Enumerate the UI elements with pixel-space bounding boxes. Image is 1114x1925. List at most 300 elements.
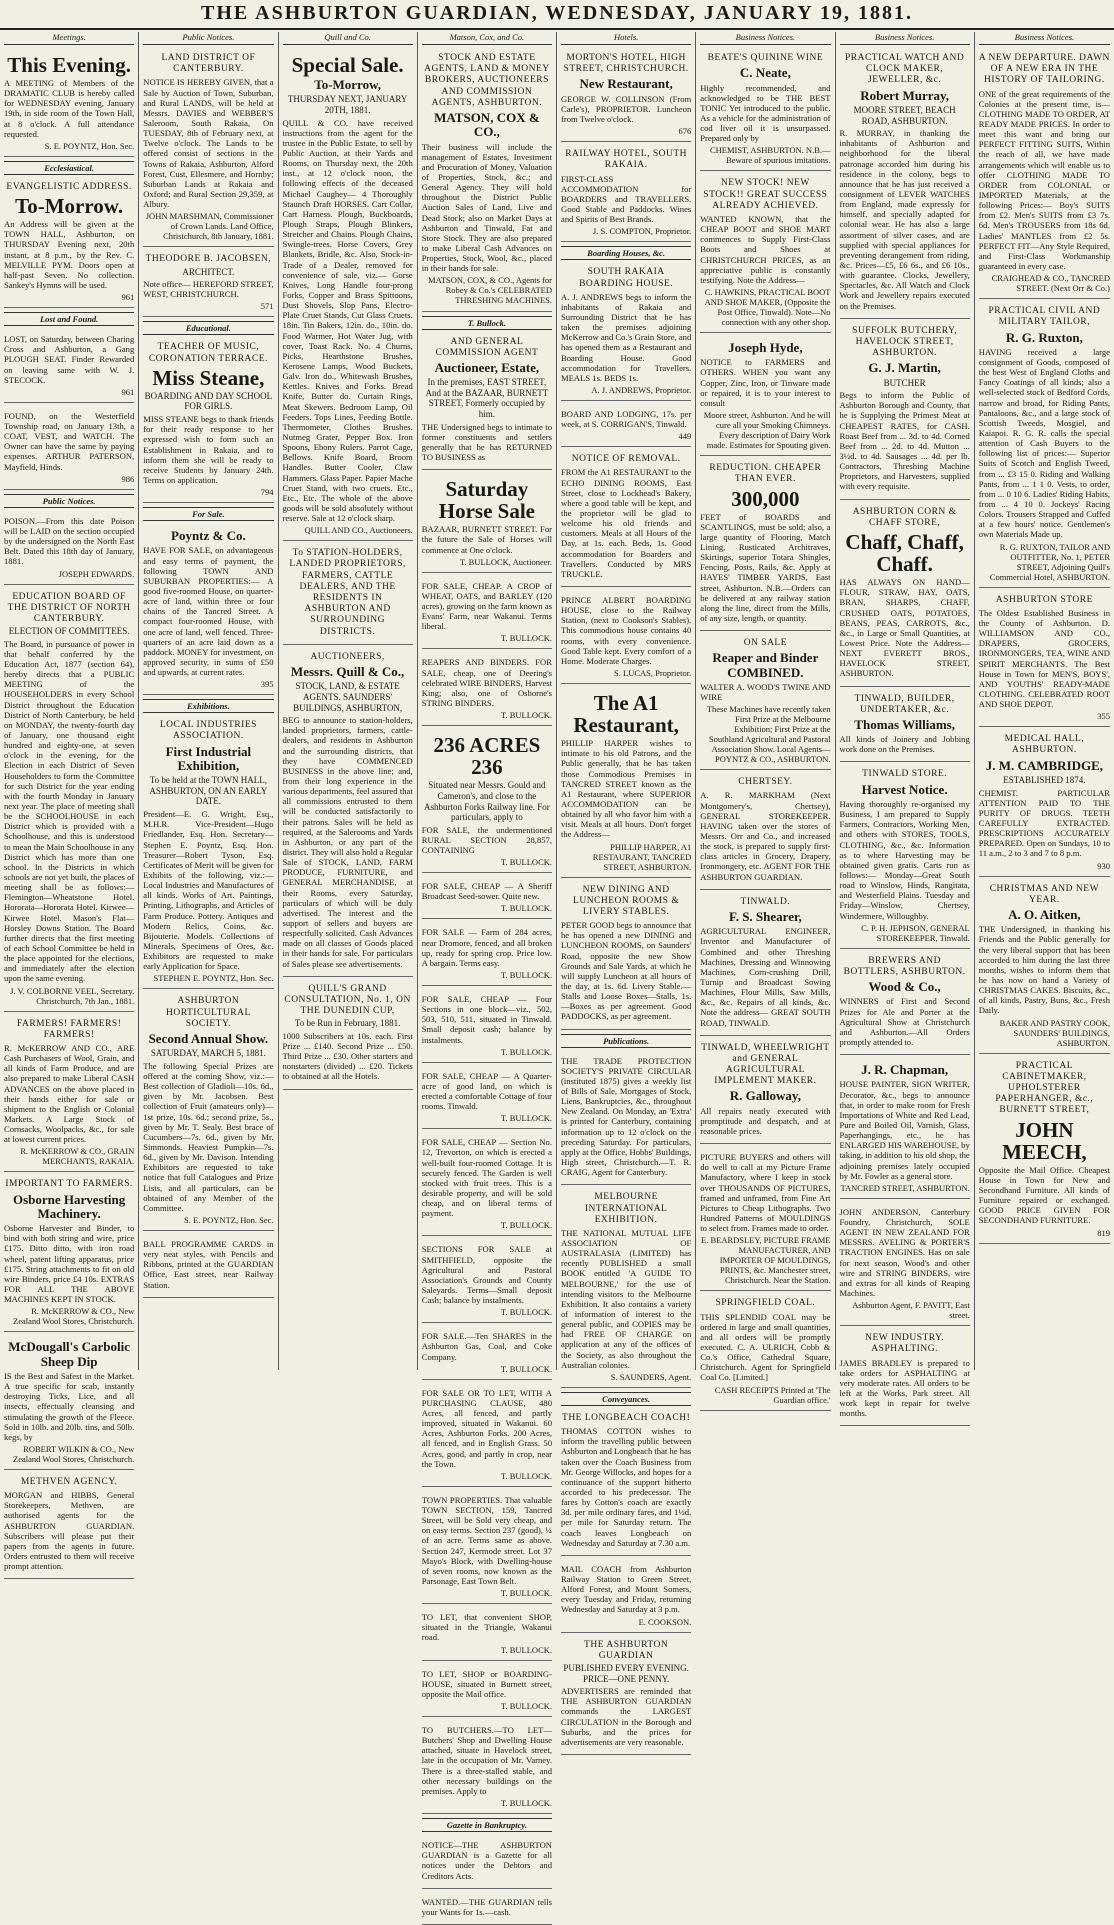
section-heading: Ecclesiastical. bbox=[4, 161, 134, 175]
ad-body-text: A. R. MARKHAM (Next Montgomery's, Chertsey), GENERAL STOREKEEPER. HAVING taken over the stores of Messrs. Orr and Co., and increased the stock, is prepared to supply first-class articles in Grocery, Drapery, Ironmongery, etc. AGENT FOR THE ASHBURTON GUARDIAN. bbox=[700, 790, 831, 882]
ad-caption: BEATE'S QUININE WINE bbox=[707, 53, 824, 64]
ad-signature: C. HAWKINS, PRACTICAL BOOT AND SHOE MAKER, (Opposite the Post Office, Tinwald). Note—No connection with any other shop. bbox=[704, 286, 831, 328]
ad-signature: TANCRED STREET, ASHBURTON. bbox=[840, 1182, 970, 1193]
ad-signature: J. S. COMPTON, Proprietor. bbox=[592, 226, 692, 237]
ad-display-title: This Evening. bbox=[7, 53, 131, 78]
ad-signature: T. BULLOCK, Auctioneer. bbox=[459, 556, 552, 567]
ad-headline: J. M. CAMBRIDGE, bbox=[985, 757, 1104, 773]
ad-signature: Moore street, Ashburton. And he will cure all your Smoking Chimneys. Every description of Dairy Work made. Estimates for Spouting given. bbox=[703, 410, 831, 451]
ad-signature: 794 bbox=[260, 487, 274, 498]
advertisement bbox=[700, 49, 830, 171]
advertisement bbox=[283, 49, 413, 541]
ad-caption: MELBOURNE INTERNATIONAL EXHIBITION. bbox=[584, 1192, 668, 1225]
ad-body-text: BOARD AND LODGING, 17s. per week, at S. CORRIGAN'S, Tinwald. bbox=[561, 408, 692, 430]
advertisement bbox=[422, 576, 552, 650]
ad-signature: T. BULLOCK. bbox=[500, 1046, 552, 1057]
ad-headline: A. O. Aitken, bbox=[1008, 906, 1081, 922]
ad-signature: T. BULLOCK. bbox=[500, 857, 552, 868]
ad-body-text: FROM the A1 RESTAURANT to the ECHO DINING ROOMS, East Street, close to Lockhead's Bakery, where a good table will be kept, and the proprietor will be glad to welcome his old friends and customers. Meals at all Hours of the Day, at 1s. each. Beds, 1s. Good accommodation for Boarders and Travellers. Conducted by MRS TRUCKLE. bbox=[561, 467, 692, 579]
ad-signature: 449 bbox=[678, 431, 692, 442]
ad-display-title: Saturday Horse Sale bbox=[438, 477, 535, 524]
ad-body-text: BAZAAR, BURNETT STREET. For the future the Sale of Horses will commence at One o'clock. bbox=[421, 524, 552, 555]
ad-body-text: MISS STEANE begs to thank friends for their ready response to her expressed wish to form such an Establishment in Rakaia, and to inform them she will be ready to receive Students by January 24th. Terms on application. bbox=[143, 414, 274, 485]
ad-signature: R. G. RUXTON, TAILOR AND OUTFITTER, No. 1, PETER STREET, Adjoining Quill's Commercial Hotel, ASHBURTON. bbox=[989, 541, 1110, 582]
advertisement bbox=[979, 49, 1110, 299]
ad-signature: A. J. ANDREWS, Proprietor. bbox=[591, 384, 692, 395]
ad-caption: PRACTICAL CIVIL AND MILITARY TAILOR, bbox=[988, 306, 1101, 328]
advertisement bbox=[840, 765, 970, 948]
ad-caption: ASHBURTON HORTICULTURAL SOCIETY. bbox=[166, 996, 251, 1029]
ad-subheading: SATURDAY, MARCH 5, 1881. bbox=[150, 1048, 266, 1059]
column-7 bbox=[836, 32, 975, 1419]
ad-signature: S. SAUNDERS, Agent. bbox=[610, 1371, 692, 1382]
ad-signature: T. BULLOCK. bbox=[500, 1701, 552, 1712]
ad-signature: T. BULLOCK. bbox=[500, 1798, 552, 1809]
ad-body-text: THIS SPLENDID COAL may be ordered in large and small quantities, and all orders will be promptly executed. C. A. ULRICH, Cobb & Co.'s Office, Cathedral Square, Christchurch. Agent for Springfield Coal Co. [Limited.] bbox=[700, 1311, 831, 1383]
ad-signature: T. BULLOCK. bbox=[500, 1470, 552, 1481]
ad-body-text: WINNERS of First and Second Prizes for Ale and Porter at the Agricultural Show at Christchurch and Ashburton.—All Orders promptly attended to. bbox=[839, 996, 970, 1047]
advertisement bbox=[561, 1188, 691, 1388]
ad-body-text: MAIL COACH from Ashburton Railway Station to Green Street, Alford Forest, and Mount Somers, every Tuesday and Friday, returning Wednesday and Saturday at 3 p.m. bbox=[561, 1563, 692, 1615]
advertisement bbox=[700, 459, 830, 631]
advertisement bbox=[4, 406, 134, 490]
ad-body-text: WANTED KNOWN, that the CHEAP BOOT and SHOE MART commences to Supply First-Class Boots and Shoes at CHRISTCHURCH PRICES, as an appreciative public is constantly testifying. Note the Address— bbox=[700, 214, 831, 285]
ad-caption: CHERTSEY. bbox=[738, 777, 793, 788]
ad-caption: TINWALD. bbox=[740, 896, 791, 907]
ad-signature: J. V. COLBORNE VEEL, Secretary. Christchurch, 7th Jan., 1881. bbox=[10, 985, 135, 1006]
advertisement bbox=[422, 49, 552, 311]
ad-body-text: NOTICE IS HEREBY GIVEN, that a Sale by Auction of Town, Suburban, and Rural LANDS, will be held at Messrs. DAVIES and WEBBER'S Saleroom, South Rakaia, On TUESDAY, 8th of February next, at Twelve o'clock. The Lands to be offered consist of sections in the Towns of Rakaia, Ashburton, Alford Forest, Cust, Ellesmere, and Hornby; Suburban Lands at Rakaia and Oxford; and Rural Section 29,359, at Albury. bbox=[143, 77, 274, 210]
ad-headline: Messrs. Quill & Co., bbox=[290, 664, 405, 680]
advertisement bbox=[143, 716, 273, 989]
advertisement bbox=[840, 1058, 970, 1199]
ad-body-text: WANTED.—THE GUARDIAN tells your Wants for 1s.—cash. bbox=[421, 1896, 552, 1917]
advertisement bbox=[561, 263, 691, 401]
masthead bbox=[0, 0, 1114, 30]
ad-caption: SPRINGFIELD COAL. bbox=[715, 1298, 816, 1309]
advertisement bbox=[422, 333, 552, 471]
advertisement bbox=[422, 1326, 552, 1379]
ad-body-text: The Oldest Established Business in the County of Ashburton. D. WILLIAMSON AND CO., DRAPERS, GROCERS, IRONMONGERS, TEA, WINE AND SPIRIT MERCHANTS. The Best House in Town for MEN'S, BOYS', AND YOUTHS' READY-MADE CLOTHING. CELEBRATED ROOT AND SHOE DEPOT. bbox=[978, 607, 1110, 710]
ad-subheading: THURSDAY NEXT, JANUARY 20TH, 1881. bbox=[287, 94, 408, 115]
ad-signature: T. BULLOCK. bbox=[500, 903, 552, 914]
ad-signature: S. E. POYNTZ, Hon. Sec. bbox=[44, 140, 135, 151]
column-heading: Business Notices. bbox=[840, 32, 970, 45]
ad-caption: BREWERS AND BOTTLERS, ASHBURTON. bbox=[843, 955, 966, 977]
column-8 bbox=[975, 32, 1114, 1370]
advertisement bbox=[700, 1147, 830, 1291]
ad-subheading: ESTABLISHED 1874. bbox=[1003, 774, 1086, 785]
ad-caption: THE ASHBURTON GUARDIAN bbox=[584, 1639, 669, 1661]
ad-signature: 819 bbox=[1097, 1227, 1110, 1238]
ad-body-text: 1000 Subscribers at 10s. each. First Prize ... £140. Second Prize ... £50. Third Prize ... £30. Other starters and nonstarters (divided) ... £20. Tickets to obtained at all the Hotels. bbox=[282, 1030, 413, 1082]
advertisement bbox=[700, 336, 830, 456]
advertisement bbox=[561, 1559, 691, 1633]
ad-headline: Auctioneer, Estate, bbox=[434, 359, 540, 375]
ad-body-text: Their business will include the management of Estates, Investment and Procuration of Money, Valuation of Properties, Stock, &c.; and General Agency. They will hold throughout the District Public Auction Sales of Land, Live and Dead Stock; also on Market Days at Ashburton and Tinwald, Fat and Store Stock. They are also prepared to make Liberal Cash Advances on Properties, Stock, Wool, &c., placed in their hands for sale. bbox=[421, 141, 552, 274]
section-heading: Conveyances. bbox=[561, 1392, 691, 1406]
ad-subheading: To be Run in February, 1881. bbox=[294, 1018, 401, 1029]
ad-caption: TINWALD, WHEELWRIGHT and GENERAL AGRICULTURAL IMPLEMENT MAKER. bbox=[701, 1042, 830, 1087]
ad-display-title: JOHN MEECH, bbox=[1002, 1117, 1087, 1164]
ad-caption: THE LONGBEACH COACH! bbox=[562, 1412, 691, 1423]
ad-headline: Joseph Hyde, bbox=[728, 340, 803, 356]
advertisement bbox=[422, 1239, 552, 1323]
ad-body-text: FOR SALE.—Ten SHARES in the Ashburton Gas, Coal, and Coke Company. bbox=[421, 1331, 552, 1362]
advertisement bbox=[422, 989, 552, 1063]
ad-caption: EVANGELISTIC ADDRESS. bbox=[6, 181, 132, 192]
advertisement bbox=[561, 881, 691, 1030]
ad-display-title: 236 ACRES 236 bbox=[433, 733, 541, 780]
ad-body-text: PRINCE ALBERT BOARDING HOUSE, close to the Railway Station, (next to Cookson's Stables). This commodious house contains 40 rooms, with every convenience. Good Table kept. Every comfort of a Home. Moderate Charges. bbox=[561, 595, 692, 666]
ad-body-text: Highly recommended, and acknowledged to be THE BEST TONIC Yet introduced to the public. As a vehicle for the administration of cod liver oil it is unsurpassed. Prepared only by bbox=[700, 82, 831, 144]
advertisement bbox=[700, 634, 830, 770]
advertisement bbox=[561, 1636, 691, 1755]
ad-signature: 676 bbox=[678, 126, 692, 137]
ad-body-text: FOR SALE, CHEAP — A Quarter-acre of good land, on which is erected a comfortable Cottage of four rooms. Tinwald. bbox=[421, 1070, 552, 1112]
ad-body-text: FIRST-CLASS ACCOMMODATION for BOARDERS and TRAVELLERS. Good Stable and Paddocks. Wines and Spirits of Best Brands. bbox=[561, 173, 692, 225]
ad-signature: PHILLIP HARPER, A1 RESTAURANT, TANCRED STREET, ASHBURTON. bbox=[592, 841, 692, 872]
ad-caption: LAND DISTRICT OF CANTERBURY. bbox=[161, 53, 256, 75]
ad-headline: Wood & Co., bbox=[868, 979, 941, 995]
ad-signature: C. P. H. JEPHSON, GENERAL STOREKEEPER, Tinwald. bbox=[861, 922, 970, 943]
ad-signature: CRAIGHEAD & CO., TANCRED STREET. (Next Orr & Co.) bbox=[991, 273, 1110, 294]
ad-display-title: Miss Steane, bbox=[152, 365, 265, 390]
advertisement bbox=[422, 473, 552, 573]
ad-caption: PRACTICAL CABINETMAKER, UPHOLSTERER PAPERHANGER, &c., BURNETT STREET, bbox=[995, 1060, 1094, 1116]
ad-body-text: LOST, on Saturday, between Charing Cross and Ashburton, a Gang PLOUGH SEAT. Finder Rewarded on leaving same with W. J. STECOCK. bbox=[4, 334, 135, 385]
ad-signature: QUILL AND CO., Auctioneers. bbox=[304, 525, 413, 536]
ad-headline: McDougall's Carbolic Sheep Dip bbox=[8, 1339, 130, 1369]
ad-body-text: MORGAN and HIBBS, General Storekeepers, Methven, are authorised agents for the ASHBURTON GUARDIAN. Subscribers will please put their papers from the agents in future. Orders entrusted to them will receive prompt attention. bbox=[4, 1490, 135, 1572]
advertisement bbox=[840, 503, 970, 687]
ad-signature: CASH RECEIPTS Printed at 'The Guardian office.' bbox=[714, 1384, 831, 1405]
ad-headline: MATSON, COX & CO., bbox=[434, 110, 540, 140]
advertisement bbox=[561, 404, 691, 447]
ad-signature: T. BULLOCK. bbox=[500, 710, 552, 721]
advertisement bbox=[422, 1066, 552, 1130]
ad-signature: T. BULLOCK. bbox=[500, 970, 552, 981]
advertisement bbox=[4, 178, 134, 308]
ad-subheading: In the premises, EAST STREET, And at the BAZAAR, BURNETT STREET, Formerly occupied by him. bbox=[425, 377, 549, 420]
ad-subheading: To be held at the TOWN HALL, ASHBURTON, ON AN EARLY DATE. bbox=[149, 775, 268, 807]
advertisement bbox=[422, 1835, 552, 1889]
ad-signature: T. BULLOCK. bbox=[500, 1307, 552, 1318]
ad-headline: R. Galloway, bbox=[729, 1088, 801, 1104]
ad-body-text: Opposite the Mail Office. Cheapest House in Town for New and Secondhand Furniture. All kinds of Furniture repaired or exchanged. GOOD PRICE GIVEN FOR SECONDHAND FURNITURE. bbox=[978, 1164, 1110, 1226]
advertisement bbox=[4, 511, 134, 585]
advertisement bbox=[4, 49, 134, 157]
ad-signature: T. BULLOCK. bbox=[500, 1644, 552, 1655]
ad-body-text: FOR SALE, CHEAP — Section No. 12, Trevorton, on which is erected a well-built four-roomed Cottage. It is securely fenced. The Garden is well stocked with fruit trees. This is a desirable property, and will be sold cheap, and on liberal terms of payment. bbox=[421, 1137, 552, 1219]
ad-headline: First Industrial Exhibition, bbox=[165, 743, 252, 773]
ad-body-text: JOHN ANDERSON, Canterbury Foundry, Christchurch, SOLE AGENT IN NEW ZEALAND FOR MESSRS. AVELING & PORTER'S TRACTION ENGINES. Has on sale for next season, Wood's and other wire and STRING BINDERS, wire and extras for all kinds of Reaping Machines. bbox=[839, 1206, 970, 1298]
advertisement bbox=[422, 1490, 552, 1604]
ad-body-text: FOUND, on the Westerfield Township road, on January 13th, a COAT, VEST, and WATCH. The Owner can have the same by paying expenses. ARTHUR PATERSON, Mayfield, Hinds. bbox=[4, 410, 135, 472]
column-4 bbox=[418, 32, 557, 1917]
ad-body-text: CHEMIST. PARTICULAR ATTENTION PAID TO THE PURITY OF DRUGS. TEETH CAREFULLY EXTRACTED. PRESCRIPTIONS ACCURATELY PREPARED. Open on Sundays, 10 to 11 a.m., 2 to 3 and 7 to 8 p.m. bbox=[978, 787, 1110, 859]
ad-caption: To STATION-HOLDERS, LANDED PROPRIETORS, FARMERS, CATTLE DEALERS, AND THE RESIDENTS IN ASHBURTON AND SURROUNDING DISTRICTS. bbox=[289, 548, 406, 637]
ad-body-text: TO BUTCHERS.—TO LET—Butchers' Shop and Dwelling House attached, situate in Havelock street, late in the occupation of Mr. Varney. There is a three-stalled stable, and other necessary buildings on the premises. Apply to bbox=[421, 1725, 552, 1796]
ad-caption: RAILWAY HOTEL, SOUTH RAKAIA. bbox=[565, 149, 688, 171]
advertisement bbox=[143, 524, 273, 695]
ad-body-text: FOR SALE OR TO LET, WITH A PURCHASING CLAUSE, 480 Acres, all fenced, and partly improved, situated in Wakanui. 60 Acres, Ashburton Forks. 200 Acres, all fenced, and in English Grass. 50 Acres, good, and partly in crop, near the Town. bbox=[421, 1387, 552, 1469]
ad-body-text: THE Undersigned begs to intimate to former constituents and settlers generally that he has RETURNED TO BUSINESS as bbox=[421, 421, 552, 463]
ad-body-text: TO LET, that convenient SHOP, situated in the Triangle, Wakanui road. bbox=[421, 1612, 552, 1643]
ad-caption: FARMERS! FARMERS! FARMERS! bbox=[16, 1018, 122, 1040]
ad-body-text: THE TRADE PROTECTION SOCIETY'S PRIVATE CIRCULAR (instituted 1875) gives a weekly list of Bills of Sale, Mortgages of Stock, Liens, Bankruptcies, &c., throughout New Zealand. On Monday, an 'Extra' is printed for Canterbury, containing information up to 12 o'clock on the preceding Saturday. For particulars, apply at the Office, Hobbs' Buildings, High street, Christchurch.—T. R. CRAIG, Agent for Canterbury. bbox=[561, 1055, 692, 1178]
ad-display-title: The A1 Restaurant, bbox=[573, 691, 679, 738]
ad-body-text: THOMAS COTTON wishes to inform the travelling public between Ashburton and Longbeach that he has taken over the Coach Business from Mr. George Willocks, and hopes for a continuance of the support hitherto accorded to his predecessor. The fares by Cotton's coach are exactly 3d. per mile ordinary fares, and 1½d. per mile for Saturday return. The coach leaves Longbeach on Wednesday and Saturday at 7.30 a.m. bbox=[561, 1426, 692, 1548]
advertisement bbox=[4, 1335, 134, 1470]
advertisement bbox=[143, 992, 273, 1231]
ad-headline: C. Neate, bbox=[739, 65, 791, 81]
advertisement bbox=[840, 322, 970, 500]
ad-body-text: A. J. ANDREWS begs to inform the inhabitants of Rakaia and Surrounding District that he has taken the premises adjoining McKerrow and Co.'s Grain Store, and has opened them as a Restaurant and Boarding House. Good accommodation for Travellers. MEALS 1s. BEDS 1s. bbox=[561, 291, 692, 383]
advertisement bbox=[561, 49, 691, 142]
ad-display-title: Special Sale. bbox=[291, 53, 404, 78]
ad-body-text: The following Special Prizes are offered at the coming Show, viz.:— Best collection of Gladioli—10s. 6d., given by Mr. Jacobsen. Best collection of Fruit (amateurs only)—1st prize, 10s. 6d.; second prize, 5s., given by Mr. T. Sealy. Best brace of Cucumbers—7s. 6d., given by Mr. Simmonds. Heaviest Pumpkin—7s. 6d., given by Mr. Davison. Intending Exhibitors are requested to take notice that full Catalogues and Prize Lists, and all particulars, can be obtained of any Member of the Committee. bbox=[143, 1060, 274, 1213]
advertisement bbox=[700, 1039, 830, 1145]
ad-body-text: HAVE FOR SALE, on advantageous and easy terms of payment, the following TOWN AND SUBURBAN PROPERTIES:— A good five-roomed House, on quarter-acre of land, within three or four chains of the Tancred Street. A compact four-roomed House, with one acre of land, well fenced. Three-quarters of an acre laid down as a paddock. MONEY for investment, on approved security, in sums of £50 and upwards, at current rates. bbox=[143, 545, 274, 678]
ad-signature: JOHN MARSHMAN, Commissioner of Crown Lands. Land Office, Christchurch, 8th January, 1881. bbox=[145, 211, 274, 242]
ad-caption: AUCTIONEERS, bbox=[310, 651, 385, 662]
section-heading: Exhibitions. bbox=[143, 699, 273, 713]
advertisement bbox=[283, 544, 413, 645]
ad-signature: S. E. POYNTZ, Hon. Sec. bbox=[184, 1214, 274, 1225]
ad-signature: S. LUCAS, Proprietor. bbox=[614, 668, 692, 679]
ad-body-text: PICTURE BUYERS and others will do well to call at my Picture Frame Manufactory, where I keep in stock over THOUSANDS OF PICTURES, framed and unframed, from Fine Art Pictures to Cheap Lithographs. Two Hundred Patterns of MOULDINGS to select from. Frames made to order. bbox=[700, 1152, 831, 1234]
ad-subheading: ARCHITECT. bbox=[182, 266, 235, 277]
ad-caption: NEW DINING AND LUNCHEON ROOMS & LIVERY STABLES. bbox=[573, 884, 680, 917]
ad-subheading: BOARDING AND DAY SCHOOL FOR GIRLS. bbox=[144, 390, 273, 412]
column-heading: Public Notices. bbox=[143, 32, 273, 45]
ad-body-text: FOR SALE — Farm of 284 acres, near Dromore, fenced, and all broken up, ready for spring crop. Price low. A bargain. Terms easy. bbox=[421, 927, 552, 968]
ad-body-text: All repairs neatly executed with promptitude and despatch, and at reasonable prices. bbox=[700, 1105, 831, 1137]
ad-caption: TINWALD, BUILDER, UNDERTAKER, &c. bbox=[854, 693, 955, 715]
advertisement bbox=[700, 773, 830, 889]
ad-caption: NOTICE OF REMOVAL. bbox=[571, 454, 681, 465]
ad-signature: BAKER AND PASTRY COOK, SAUNDERS' BUILDINGS, ASHBURTON. bbox=[999, 1017, 1110, 1048]
ad-caption: THEODORE B. JACOBSEN, bbox=[145, 254, 272, 265]
column-1 bbox=[0, 32, 139, 1572]
ad-headline: Robert Murray, bbox=[860, 87, 950, 103]
ad-caption: ASHBURTON CORN & CHAFF STORE, bbox=[852, 506, 957, 528]
ad-body-text: AGRICULTURAL ENGINEER, Inventor and Manufacturer of Combined and other Threshing Machines, Dressing and Winnowing Machines, Corn-crushing Drill, Turnip and Broadcast Sowing Machines, Flour Mills, Saw Mills, &c., &c. Repairs of all kinds, &c. Note the address— GREAT SOUTH ROAD, TINWALD. bbox=[700, 926, 831, 1028]
advertisement bbox=[979, 730, 1110, 876]
ad-body-text: All kinds of Joinery and Jobbing work done on the Premises. bbox=[839, 734, 970, 755]
ad-body-text: FOR SALE, CHEAP — A Sheriff Broadcast Seed-sower. Quite new. bbox=[421, 881, 552, 902]
ad-body-text: THE Undersigned, in thanking his Friends and the Public generally for the very liberal support that has been accorded to him during the last three months, wishes to inform them that he has now on hand a Variety of CHRISTMAS CAKES. Biscuits, &c., of all kinds, Pastry, Buns, &c., Fresh Daily. bbox=[978, 924, 1110, 1016]
ad-caption: SOUTH RAKAIA BOARDING HOUSE. bbox=[579, 267, 674, 289]
section-heading: For Sale. bbox=[143, 507, 273, 521]
ad-body-text: Having thoroughly re-organised my Business, I am prepared to Supply Farmers, Contractors, Working Men, and others with STORES, TOOLS, CLOTHING, &c., &c. Information as to where Harvesting may be obtained given gratis. Carts run as follows:— Monday—Great South road to Winslow, Hinds, Rangitata, and Westerfield Plains. Tuesday and Friday—Winslow, Chertsey, Windermere, Willoughby. bbox=[839, 798, 970, 921]
advertisement bbox=[422, 922, 552, 986]
advertisement bbox=[561, 1409, 691, 1556]
advertisement bbox=[4, 588, 134, 1012]
advertisement bbox=[979, 591, 1110, 728]
ad-signature: T. BULLOCK. bbox=[500, 1588, 552, 1599]
advertisement bbox=[422, 652, 552, 726]
ad-body-text: HAS ALWAYS ON HAND— FLOUR, STRAW, HAY, OATS, BRAN, SHARPS, CHAFF, CRUSHED OATS, POTATOES, BEANS, PEAS, CARROTS, &c., &c., in Large or Small Quantities, at Lowest Price. Note the Address— NEXT EVERETT BROS., HAVELOCK STREET, ASHBURTON. bbox=[839, 577, 970, 679]
column-heading: Meetings. bbox=[4, 32, 134, 45]
ad-signature: T. BULLOCK. bbox=[500, 633, 552, 644]
ad-headline: Second Annual Show. bbox=[148, 1030, 269, 1046]
ad-body-text: BEG to announce to station-holders, landed proprietors, farmers, cattle-dealers, and residents in Ashburton and the surrounding districts, that they have COMMENCED BUSINESS in the above line; and, from their long experience in the various departments, feel assured that all commissions entrusted to them will be conducted satisfactorily to their patrons. Sales will be held as required, at the Salerooms and Yards in Ashburton, or any part of the district. They will also hold a Regular Sale of STOCK, LAND, FARM PRODUCE, FURNITURE, and GENERAL MERCHANDISE, at their Rooms, every Saturday, particulars of which will be duly advertised. The interest and the support of sellers and buyers are respectfully solicited. Cash Advances made on all classes of Goods placed in their hands for sale. For particulars of Sales please see advertisements. bbox=[282, 715, 413, 969]
ad-signature: T. BULLOCK. bbox=[500, 1363, 552, 1374]
ad-headline: Reaper and Binder COMBINED. bbox=[712, 650, 819, 680]
ad-caption: ON SALE bbox=[743, 638, 788, 649]
advertisement bbox=[840, 1202, 970, 1326]
column-heading: Quill and Co. bbox=[283, 32, 413, 45]
ad-body-text: FOR SALE, CHEAP. A CROP of WHEAT, OATS, and BARLEY (120 acres), growing on the farm known as Evans' Farm, near Wakanui. Terms liberal. bbox=[421, 580, 552, 632]
column-heading: Hotels. bbox=[561, 32, 691, 45]
advertisement bbox=[283, 648, 413, 977]
ad-caption: REDUCTION. CHEAPER THAN EVER. bbox=[709, 463, 822, 485]
ad-display-title: 300,000 bbox=[731, 486, 800, 511]
ad-display-title: Chaff, Chaff, Chaff. bbox=[845, 530, 964, 577]
ad-body-text: IS the Best and Safest in the Market. A true specific for scab, instantly destroying Ticks, Lice, and all insects, effectually cleansing and stimulating the growth of the Fleece. Sold in 10lb. and 20lb. tins, and 50lb. kegs, by bbox=[4, 1370, 135, 1442]
ad-caption: ASHBURTON STORE bbox=[995, 594, 1093, 605]
ad-body-text: TOWN PROPERTIES. That valuable TOWN SECTION, 159, Tancred Street, will be Sold very cheap, and on easy terms. Section 237 (good), ¼ of an acre. Terms same as above. Section 247, Kermode street. Lot 37 Mayo's Block, with Dwelling-house of seven rooms, now known as the Parsonage, East Town Belt. bbox=[421, 1494, 552, 1587]
ad-body-text: BALL PROGRAMME CARDS in very neat styles, with Pencils and Ribbons, printed at the GUARDIAN Office, East street, near Railway Station. bbox=[143, 1239, 274, 1290]
ad-caption: EDUCATION BOARD OF THE DISTRICT OF NORTH CANTERBURY. bbox=[7, 591, 131, 624]
advertisement bbox=[422, 876, 552, 919]
advertisement bbox=[561, 145, 691, 242]
ad-body-text: WALTER A. WOOD'S TWINE AND WIRE bbox=[700, 681, 831, 703]
advertisement bbox=[979, 302, 1110, 587]
advertisement bbox=[422, 1892, 552, 1925]
ad-headline: J. R. Chapman, bbox=[861, 1062, 949, 1078]
ad-caption: PRACTICAL WATCH AND CLOCK MAKER, JEWELLER, &c. bbox=[844, 53, 965, 86]
ad-body-text: ADVERTISERS are reminded that THE ASHBURTON GUARDIAN commands the LARGEST CIRCULATION in the Borough and Suburbs, and the prices for advertisements are very reasonable. bbox=[561, 1686, 692, 1747]
advertisement bbox=[422, 1720, 552, 1814]
ad-signature: JOSEPH EDWARDS. bbox=[58, 568, 135, 579]
advertisement bbox=[422, 729, 552, 873]
ad-display-title: To-Morrow. bbox=[15, 194, 124, 219]
ad-body-text: FOR SALE, the undermentioned RURAL SECTION 28,857, CONTAINING bbox=[421, 824, 552, 855]
column-heading: Matson, Cox, and Co. bbox=[422, 32, 552, 45]
ad-signature: T. BULLOCK. bbox=[500, 1220, 552, 1231]
ad-caption: IMPORTANT TO FARMERS. bbox=[5, 1179, 133, 1190]
ad-caption: LOCAL INDUSTRIES ASSOCIATION. bbox=[159, 720, 257, 742]
advertisement bbox=[840, 1329, 970, 1426]
ad-signature: CHEMIST, ASHBURTON. N.B.—Beware of spurious imitations. bbox=[709, 145, 831, 166]
ad-headline: Thomas Williams, bbox=[854, 716, 955, 732]
ad-signature: Ashburton Agent, F. PAVITT, East street. bbox=[852, 1300, 970, 1321]
ad-body-text: An Address will be given at the TOWN HALL, Ashburton, on THURSDAY Evening next, 20th instant, at 8 p.m., by the Rev. C. MELVILLE PYM. Doors open at half-past Seven. No collection. Sankey's Hymns will be used. bbox=[4, 219, 135, 291]
ad-body-text: Note office— HEREFORD STREET, WEST, CHRISTCHURCH. bbox=[143, 279, 274, 300]
ad-caption: NEW INDUSTRY. ASPHALTING. bbox=[865, 1333, 945, 1355]
section-heading: Gazette in Bankruptcy. bbox=[422, 1818, 552, 1832]
advertisement bbox=[283, 980, 413, 1090]
ad-signature: 571 bbox=[260, 301, 274, 312]
ad-body-text: HAVING received a large consignment of Goods, composed of the best West of England Cloths and Fancy Coatings of all kinds; also a well-selected stock of Bedford Cords, narrow and broad, for Riding Pants, Pantaloons, &c., and a large stock of Scottish Tweeds, Mosgiel, and Kaiapoi. R. G. R. calls the special attention of Cash Buyers to the following list of prices:— Superior Suits of Scotch and English Tweed, from ... £3 15 0. Riding and Walking Pants, from ... 1 1 0. Vests, to order, from ... 0 10 6. Ladies' Riding Habits, from ... 4 10 0. Jockeys' Racing Colors. Trousers Strapped and Cuffed at a few hours' notice. Gentlemen's own Materials Made up. bbox=[978, 346, 1110, 540]
ad-body-text: A MEETING of Members of the DRAMATIC CLUB is hereby called for WEDNESDAY evening, January 19th, in side room of the Town Hall, at 8 o'clock. A full attendance requested. bbox=[4, 78, 135, 139]
ad-signature: R. McKERROW & CO., New Zealand Wool Stores, Christchurch. bbox=[13, 1306, 135, 1327]
advertisement bbox=[561, 1051, 691, 1186]
ad-caption: NEW STOCK! NEW STOCK!! GREAT SUCCESS ALREADY ACHIEVED. bbox=[703, 178, 828, 211]
advertisement bbox=[561, 450, 691, 587]
advertisement bbox=[422, 1383, 552, 1487]
advertisement bbox=[700, 1294, 830, 1410]
ad-body-text: JAMES BRADLEY is prepared to take orders for ASPHALTING at very moderate rates. All orders to be left at the Works, Park street. All work kept in repair for twelve months. bbox=[839, 1357, 970, 1419]
ad-subheading: MOORE STREET, BEACH ROAD, ASHBURTON. bbox=[853, 104, 956, 126]
ad-headline: New Restaurant, bbox=[579, 76, 673, 92]
ad-caption: QUILL'S GRAND CONSULTATION, No. 1, ON THE DUNEDIN CUP, bbox=[284, 983, 411, 1017]
advertisement bbox=[840, 952, 970, 1055]
section-heading: Educational. bbox=[143, 321, 273, 335]
advertisement bbox=[422, 1132, 552, 1236]
ad-caption: CHRISTMAS AND NEW YEAR. bbox=[989, 883, 1100, 905]
ad-body-text: TO LET, SHOP or BOARDING-HOUSE, situated in Burnett street, opposite the Mail office. bbox=[421, 1668, 552, 1699]
column-2 bbox=[139, 32, 278, 1370]
advertisement bbox=[979, 880, 1110, 1054]
section-heading: Lost and Found. bbox=[4, 312, 134, 326]
ad-body-text: FEET of BOARDS and SCANTLINGS, must be sold; also, a large quantity of Flooring, Match Lining, Rusticated Architraves, Skirtings, superior Totara Shingles, Fencing, Posts, Rails, &c. Apply at HAYES' TIMBER YARDS, East street, Ashburton. N.B.—Orders can be delivered at any railway station along the line, direct from the Mills, of any size, length, or quantity. bbox=[700, 511, 831, 623]
ad-signature: 961 bbox=[121, 292, 135, 303]
ad-caption: STOCK AND ESTATE AGENTS, LAND & MONEY BROKERS, AUCTIONEERS AND COMMISSION AGENTS, ASHBURTON. bbox=[424, 53, 550, 108]
ad-subheading: BUTCHER bbox=[883, 377, 926, 388]
column-5 bbox=[557, 32, 696, 1747]
ad-caption: MEDICAL HALL, ASHBURTON. bbox=[1004, 734, 1085, 756]
ad-signature: 961 bbox=[121, 386, 135, 397]
ad-body-text: NOTICE to FARMERS and OTHERS. WHEN you want any Copper, Zinc, Iron, or Tinware made or repaired, it is to your interest to consult bbox=[700, 357, 831, 408]
ad-signature: 355 bbox=[1097, 711, 1110, 722]
ad-headline: Poyntz & Co. bbox=[171, 528, 246, 544]
ad-caption: TINWALD STORE. bbox=[862, 769, 948, 780]
ad-body-text: President—E. G. Wright, Esq., M.H.R. Vice-President—Hugo Friedlander, Esq. Hon. Secretary—Stephen E. Poyntz, Esq. Hon. Treasurer—Robert Tyson, Esq. Certificates of Merit will be given for Exhibits of the following, viz.:— Local Industries and Manufactures of all kinds. Works of Art. Paintings, Printing, Lithographs, and Articles of Farm Produce. Pottery. Antiques and Modern Relics, Coins, &c. Bijouterie. Models. Collections of Minerals, Specimens of Ores, &c. Exhibitors are requested to make early Application for Space. bbox=[143, 809, 274, 972]
ad-body-text: GEORGE W. COLLINSON (From Carle's), PROPRIETOR. Luncheon from Twelve o'clock. bbox=[561, 93, 692, 124]
ad-headline: R. G. Ruxton, bbox=[1005, 329, 1083, 345]
ad-signature: These Machines have recently taken First Prize at the Melbourne Exhibition; First Prize at the Southland Agricultural and Pastoral Association Show. Local Agents— POYNTZ & CO., ASHBURTON. bbox=[706, 704, 831, 765]
advertisement bbox=[840, 49, 970, 319]
ad-body-text: THE NATIONAL MUTUAL LIFE ASSOCIATION OF AUSTRALASIA (LIMITED) has recently PUBLISHED a small BOOK entitled 'A GUIDE TO MELBOURNE,' for the use of intending visitors to the Melbourne Exhibition. It also contains a variety of information of interest to the general public, and COPIES may be had FREE OF CHARGE on application at any of the offices of the Society, as also throughout the Australian colonies. bbox=[561, 1227, 692, 1370]
ad-headline: Osborne Harvesting Machinery. bbox=[12, 1191, 126, 1221]
ad-caption: MORTON'S HOTEL, HIGH STREET, CHRISTCHURCH. bbox=[563, 53, 689, 75]
advertisement bbox=[4, 1473, 134, 1579]
ad-signature: 395 bbox=[260, 679, 274, 690]
column-3 bbox=[279, 32, 418, 1370]
ad-signature: 986 bbox=[121, 473, 135, 484]
advertisement bbox=[561, 687, 691, 878]
ad-body-text: HOUSE PAINTER, SIGN WRITER, Decorator, &c., begs to announce that, in order to make room for Fresh Importations of White and Red Lead, Pure and Boiled Oil, Varnish, Glass, Paperhangings, etc., he has ENLARGED HIS WAREHOUSE, by taking, in addition to his old shop, the adjoining premises lately occupied by Mr. Fowler as a general store. bbox=[839, 1079, 970, 1181]
ad-signature: MATSON, COX, & CO., Agents for Robey & Co.'s CELEBRATED THRESHING MACHINES. bbox=[428, 275, 552, 306]
ad-body-text: SECTIONS FOR SALE at SMITHFIELD, opposite the Agricultural and Pastoral Association's Grounds and County Saleyards. Terms—Small deposit Cash; balance by instalments. bbox=[421, 1244, 552, 1306]
column-heading: Business Notices. bbox=[979, 32, 1110, 45]
advertisement bbox=[979, 1057, 1110, 1244]
section-heading: Public Notices. bbox=[4, 494, 134, 508]
ad-body-text: Osborne Harvester and Binder, to bind with both string and wire, price £175. Ditto ditto, with iron road wheel, patent lifting apparatus, price £175. String attachments to fit on old wire Binders, price £4 10s. EXTRAS FOR ALL THE ABOVE MACHINES KEPT IN STOCK. bbox=[4, 1223, 135, 1305]
ad-caption: A NEW DEPARTURE. DAWN OF A NEW ERA IN THE HISTORY OF TAILORING. bbox=[978, 53, 1110, 86]
ad-headline: Harvest Notice. bbox=[861, 781, 948, 797]
advertisement bbox=[143, 1234, 273, 1298]
ad-body-text: PETER GOOD begs to announce that he has opened a new DINING and LUNCHEON ROOMS, on Saunders' Road, opposite the new Show Grounds and Sale Yards, at which he will supply Luncheon at all hours of the day, at 1s. 6d. Livery Stable.—Stalls and Loose Boxes—Stalls, 1s.—Boxes as per agreement. Good PADDOCKS, as per agreement. bbox=[561, 920, 692, 1022]
ad-signature: STEPHEN E. POYNTZ, Hon. Sec. bbox=[153, 973, 274, 984]
ad-headline: To-Morrow, bbox=[314, 77, 382, 93]
ad-body-text: FOR SALE, CHEAP — Four Sections in one block—viz., 502, 503, 510, 511, situated in Tinwald. Small deposit cash; balance by instalments. bbox=[421, 994, 552, 1045]
ad-caption: METHVEN AGENCY. bbox=[20, 1476, 118, 1487]
ad-signature: E. COOKSON. bbox=[638, 1616, 692, 1627]
advertisement bbox=[4, 1015, 134, 1173]
advertisement bbox=[143, 338, 273, 503]
column-6 bbox=[696, 32, 835, 1405]
ad-signature: ROBERT WILKIN & CO., New Zealand Wool Stores, Christchurch. bbox=[13, 1443, 135, 1464]
ad-body-text: R. MURRAY, in thanking the inhabitants of Ashburton and neighborhood for the liberal patronage accorded him during his residence in the colony, begs to announce that he has just received a consignment of LEVER WATCHES from England, made expressly for himself, and specially adapted for colonial wear. He has also a large assortment of silver cases, and are supplied with special appliances for preventing derangement from riding, &c. Prices—£5, £6 6s., and £6 10s., with guarantee. Clocks, Jewellery, Spectacles, &c. All Watch and Clock Work and Jewellery repairs executed on the Premises. bbox=[839, 128, 970, 311]
advertisement bbox=[143, 250, 273, 317]
advertisement bbox=[561, 590, 691, 684]
newspaper-title: THE ASHBURTON GUARDIAN, WEDNESDAY, JANUARY 19, 1881. bbox=[201, 2, 913, 24]
